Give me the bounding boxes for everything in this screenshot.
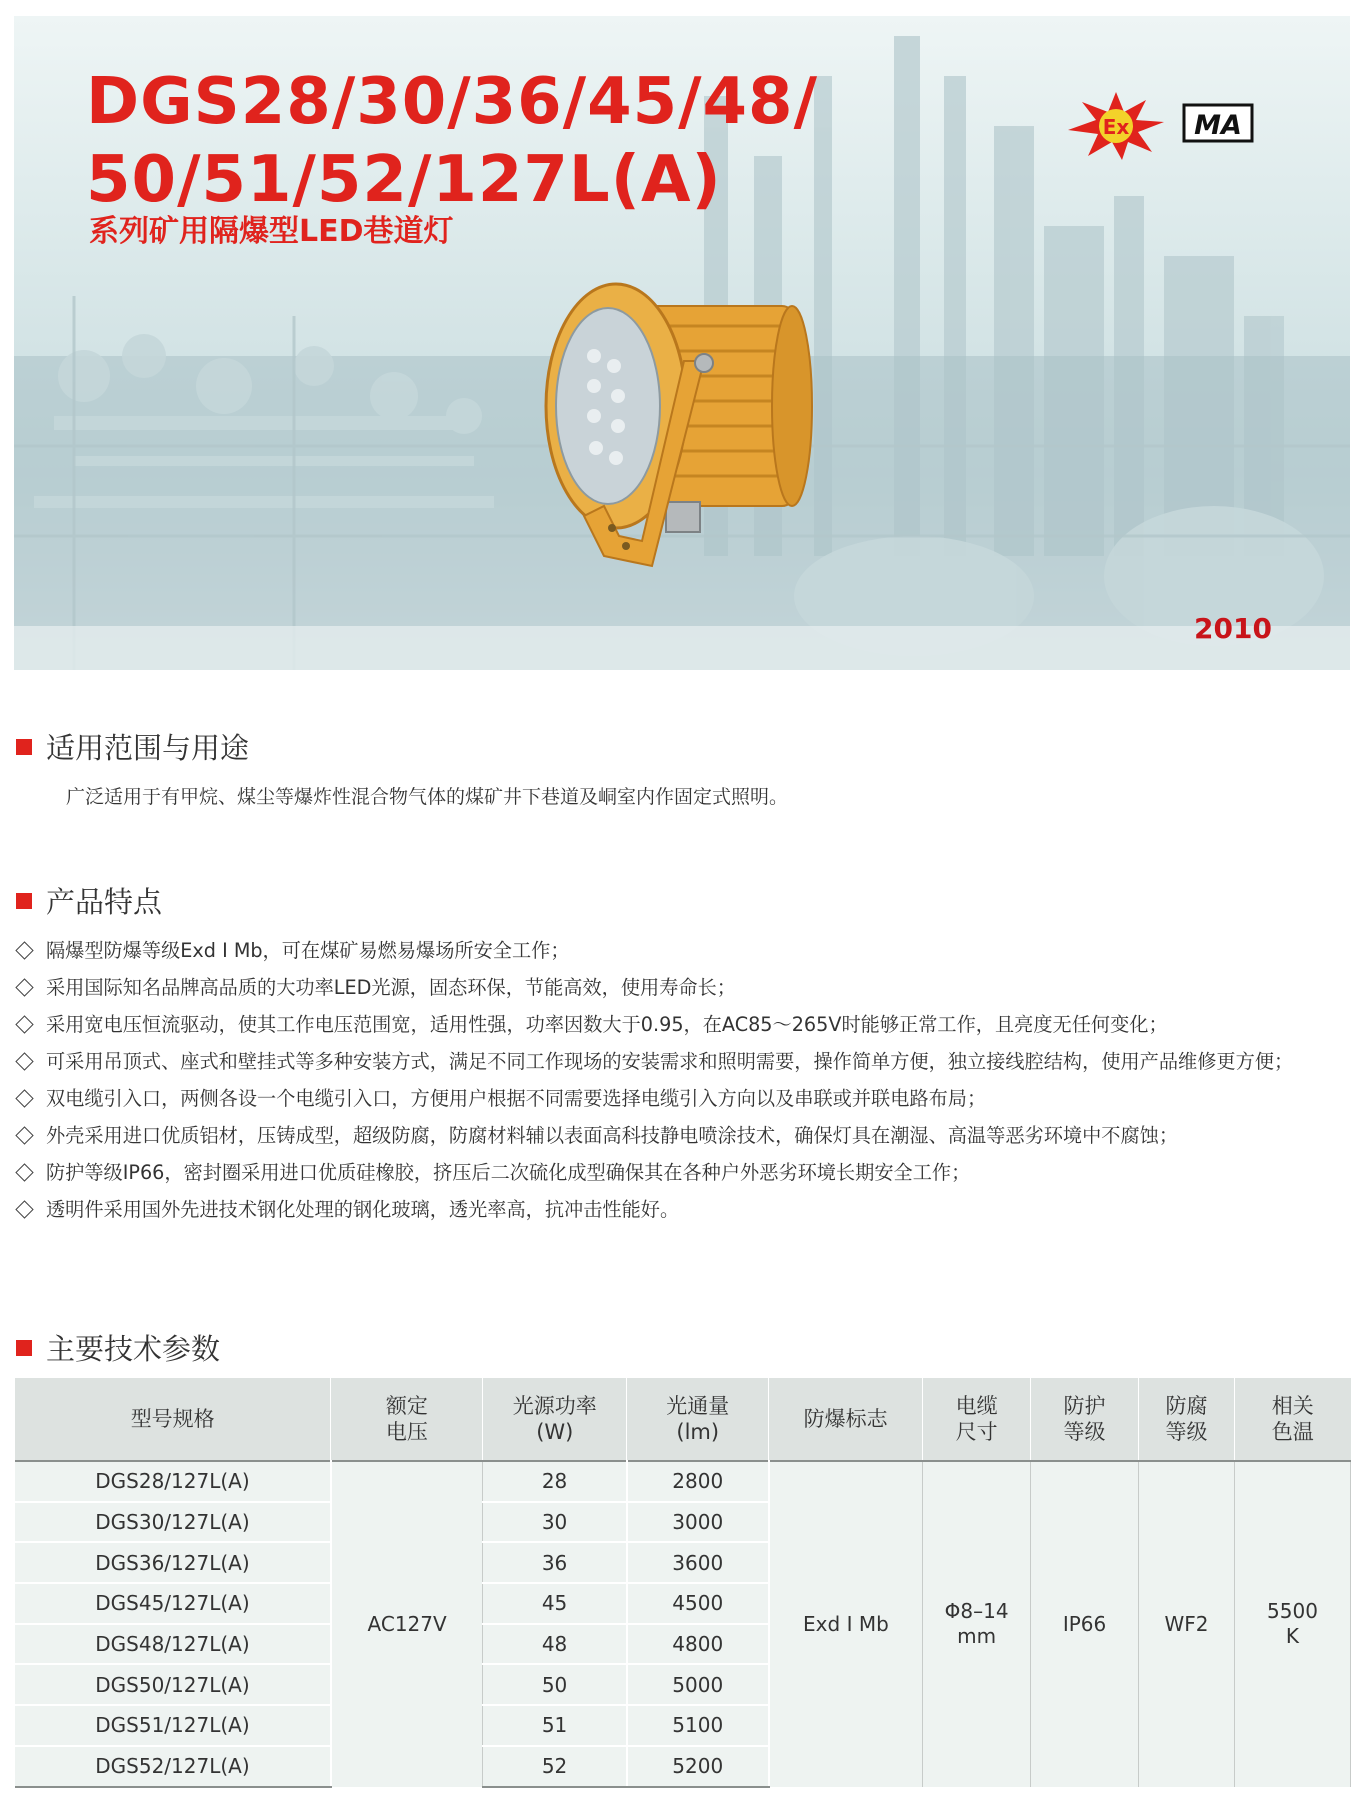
cell-power: 50 <box>483 1664 627 1705</box>
cell-model: DGS51/127L(A) <box>15 1705 331 1746</box>
cell-ip: IP66 <box>1031 1461 1139 1787</box>
section-marker-icon <box>16 1340 32 1356</box>
cell-power: 30 <box>483 1502 627 1543</box>
cell-model: DGS30/127L(A) <box>15 1502 331 1543</box>
header-flux: 光通量 (lm) <box>627 1378 769 1461</box>
feature-item: 外壳采用进口优质铝材，压铸成型，超级防腐，防腐材料辅以表面高科技静电喷涂技术，确保灯具在潮湿、高温等恶劣环境中不腐蚀； <box>16 1117 1356 1154</box>
ex-label: Ex <box>1102 115 1130 139</box>
usage-text: 广泛适用于有甲烷、煤尘等爆炸性混合物气体的煤矿井下巷道及峒室内作固定式照明。 <box>66 786 789 808</box>
cell-model: DGS52/127L(A) <box>15 1746 331 1787</box>
header-voltage: 额定 电压 <box>331 1378 483 1461</box>
cell-ex-mark: Exd I Mb <box>769 1461 923 1787</box>
diamond-bullet-icon <box>15 1089 33 1107</box>
cell-anticorrosion: WF2 <box>1139 1461 1235 1787</box>
cell-flux: 3600 <box>627 1542 769 1583</box>
diamond-bullet-icon <box>15 1200 33 1218</box>
usage-heading-text: 适用范围与用途 <box>46 731 250 765</box>
cell-flux: 5100 <box>627 1705 769 1746</box>
cell-power: 28 <box>483 1461 627 1502</box>
cell-flux: 5200 <box>627 1746 769 1787</box>
cell-flux: 2800 <box>627 1461 769 1502</box>
diamond-bullet-icon <box>15 1126 33 1144</box>
table-row <box>15 1461 1351 1502</box>
diamond-bullet-icon <box>15 978 33 996</box>
header-power: 光源功率 (W) <box>483 1378 627 1461</box>
tunnel-lamp-image <box>534 266 834 636</box>
product-subtitle: 系列矿用隔爆型LED巷道灯 <box>89 214 454 249</box>
feature-item: 透明件采用国外先进技术钢化处理的钢化玻璃，透光率高，抗冲击性能好。 <box>16 1191 1356 1228</box>
cell-flux: 3000 <box>627 1502 769 1543</box>
usage-section-heading <box>16 726 249 767</box>
section-marker-icon <box>16 739 32 755</box>
cell-cable: Φ8–14 mm <box>923 1461 1031 1787</box>
header-cable: 电缆 尺寸 <box>923 1378 1031 1461</box>
cell-power: 36 <box>483 1542 627 1583</box>
ma-label: MA <box>1194 110 1242 141</box>
product-title-line-1: DGS28/30/36/45/48/ <box>86 65 818 139</box>
cell-model: DGS45/127L(A) <box>15 1583 331 1624</box>
diamond-bullet-icon <box>15 941 33 959</box>
cell-flux: 4800 <box>627 1624 769 1665</box>
feature-item: 采用国际知名品牌高品质的大功率LED光源，固态环保，节能高效，使用寿命长； <box>16 969 1356 1006</box>
cell-flux: 5000 <box>627 1664 769 1705</box>
header-ip: 防护 等级 <box>1031 1378 1139 1461</box>
cell-voltage: AC127V <box>331 1461 483 1787</box>
feature-item: 采用宽电压恒流驱动，使其工作电压范围宽，适用性强，功率因数大于0.95，在AC85～265V时能够正常工作，且亮度无任何变化； <box>16 1006 1356 1043</box>
diamond-bullet-icon <box>15 1163 33 1181</box>
header-ex-mark: 防爆标志 <box>769 1378 923 1461</box>
diamond-bullet-icon <box>15 1052 33 1070</box>
feature-item: 隔爆型防爆等级Exd I Mb，可在煤矿易燃易爆场所安全工作； <box>16 932 1356 969</box>
features-section-heading <box>16 880 162 921</box>
cell-power: 48 <box>483 1624 627 1665</box>
specs-heading-text: 主要技术参数 <box>46 1332 221 1366</box>
header-anticorrosion: 防腐 等级 <box>1139 1378 1235 1461</box>
ma-certification-icon <box>1182 102 1254 144</box>
cell-flux: 4500 <box>627 1583 769 1624</box>
specs-section-heading <box>16 1327 220 1368</box>
spec-table <box>15 1378 1351 1788</box>
cell-model: DGS28/127L(A) <box>15 1461 331 1502</box>
cell-model: DGS50/127L(A) <box>15 1664 331 1705</box>
header-model: 型号规格 <box>15 1378 331 1461</box>
spec-table-header-row <box>15 1378 1351 1461</box>
feature-item: 可采用吊顶式、座式和壁挂式等多种安装方式，满足不同工作现场的安装需求和照明需要，操作简单方便，独立接线腔结构，使用产品维修更方便； <box>16 1043 1356 1080</box>
cell-power: 51 <box>483 1705 627 1746</box>
feature-item: 双电缆引入口，两侧各设一个电缆引入口，方便用户根据不同需要选择电缆引入方向以及串联或并联电路布局； <box>16 1080 1356 1117</box>
header-color-temp: 相关 色温 <box>1234 1378 1350 1461</box>
cell-model: DGS36/127L(A) <box>15 1542 331 1583</box>
cell-model: DGS48/127L(A) <box>15 1624 331 1665</box>
section-marker-icon <box>16 893 32 909</box>
ex-certification-icon <box>1066 90 1166 162</box>
product-title-line-2: 50/51/52/127L(A) <box>86 143 722 217</box>
cell-power: 45 <box>483 1583 627 1624</box>
cell-color-temp: 5500 K <box>1234 1461 1350 1787</box>
cell-power: 52 <box>483 1746 627 1787</box>
features-heading-text: 产品特点 <box>46 885 163 919</box>
feature-list <box>16 932 1356 1228</box>
product-banner <box>14 16 1350 670</box>
feature-item: 防护等级IP66，密封圈采用进口优质硅橡胶，挤压后二次硫化成型确保其在各种户外恶劣环境长期安全工作； <box>16 1154 1356 1191</box>
diamond-bullet-icon <box>15 1015 33 1033</box>
catalog-year: 2010 <box>1194 612 1272 645</box>
